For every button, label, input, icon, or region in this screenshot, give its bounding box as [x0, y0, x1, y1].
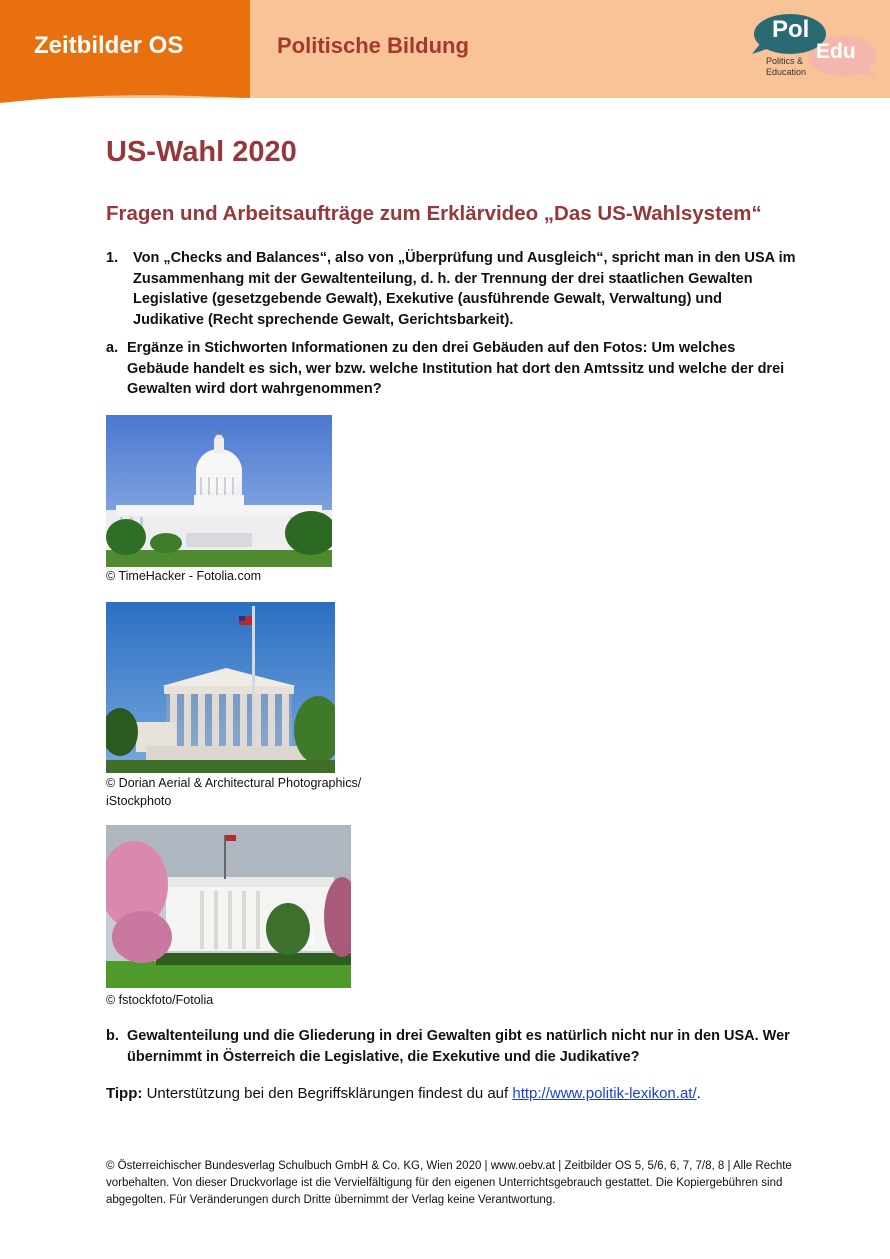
tipp-line — [106, 1085, 701, 1102]
tipp-end: . — [696, 1085, 701, 1102]
question-a-label: a. — [106, 340, 119, 356]
question-b-label: b. — [106, 1028, 119, 1044]
question-1-text: Von „Checks and Balances“, also von „Überprüfung und Ausgleich“, spricht man in den USA im Zusammenhang mit der Gewaltenteilung, d. h. der Trennung der drei staatlichen Gewalten Legislative (gesetzgebende Gewalt), Exekutive (ausführende Gewalt, Verwaltung) und Judikative (Recht sprechende Gewalt, Gerichtsbarkeit). — [133, 250, 796, 328]
politik-lexikon-link[interactable]: http://www.politik-lexikon.at/ — [512, 1085, 697, 1102]
brand-title: Zeitbilder OS — [34, 32, 184, 59]
question-a — [106, 338, 796, 400]
logo-tagline-line-2: Education — [766, 67, 807, 77]
question-1-number: 1. — [106, 250, 119, 266]
logo-tagline — [766, 56, 806, 78]
supreme-court-photo — [106, 602, 335, 773]
subject-title: Politische Bildung — [277, 33, 469, 58]
logo-tagline-line-1: Politics & — [766, 56, 804, 66]
capitol-photo — [106, 415, 332, 567]
tipp-label: Tipp: — [106, 1085, 143, 1102]
question-b-text: Gewaltenteilung und die Gliederung in drei Gewalten gibt es natürlich nicht nur in den USA. Wer übernimmt in Österreich die Legislative, die Exekutive und die Judikative? — [127, 1028, 790, 1065]
question-b — [106, 1026, 796, 1067]
poledu-logo — [750, 12, 878, 82]
logo-pol-text: Pol — [772, 16, 810, 43]
photo-credit-2: © Dorian Aerial & Architectural Photographics/ iStockphoto — [106, 776, 362, 808]
photo-credit-1: © TimeHacker - Fotolia.com — [106, 569, 262, 583]
tipp-text: Unterstützung bei den Begriffsklärungen findest du auf — [146, 1085, 509, 1102]
photo-credit-3: © fstockfoto/Fotolia — [106, 993, 214, 1007]
question-1 — [106, 248, 796, 330]
page-title: US-Wahl 2020 — [106, 136, 297, 168]
white-house-photo — [106, 825, 351, 988]
copyright-footer: © Österreichischer Bundesverlag Schulbuch GmbH & Co. KG, Wien 2020 | www.oebv.at | Zeitbilder OS 5, 5/6, 6, 7, 7/8, 8 | Alle Rechte vorbehalten. Von dieser Druckvorlage ist die Vervielfältigung für den eigenen Unterrichtsgebrauch gestattet. Die Kopiergebühren sind abgegolten. Für Veränderungen durch Dritte übernimmt der Verlag keine Verantwortung. — [106, 1160, 792, 1206]
page-subtitle: Fragen und Arbeitsaufträge zum Erklärvideo „Das US-Wahlsystem“ — [106, 202, 762, 225]
logo-edu-text: Edu — [816, 40, 856, 63]
question-a-text: Ergänze in Stichworten Informationen zu den drei Gebäuden auf den Fotos: Um welches Gebäude handelt es sich, wer bzw. welche Institution hat dort den Amtssitz und welche der drei Gewalten wird dort wahrgenommen? — [127, 340, 785, 397]
